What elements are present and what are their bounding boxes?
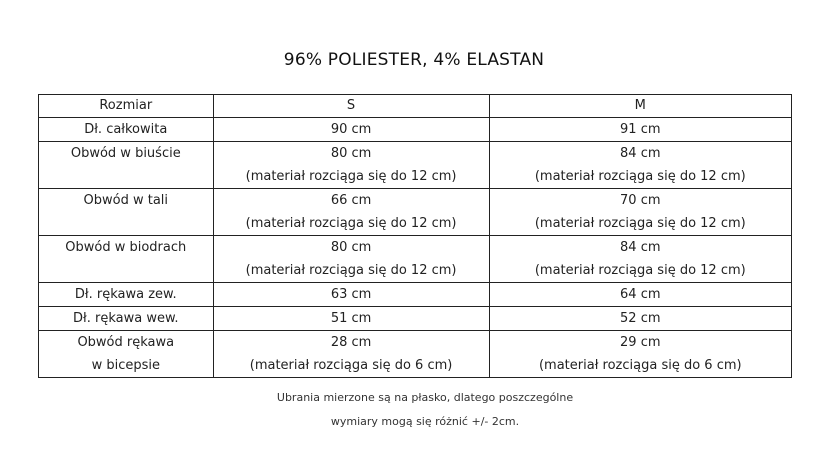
cell-s: 63 cm [213,283,489,307]
cell-m: 91 cm [489,118,791,142]
table-row [39,118,792,142]
size-table [38,94,792,378]
cell-m: 52 cm [489,307,791,331]
cell-m: 84 cm (materiał rozciąga się do 12 cm) [489,236,791,283]
cell-s: 90 cm [213,118,489,142]
cell-s: 28 cm (materiał rozciąga się do 6 cm) [213,331,489,378]
table-row [39,307,792,331]
row-label: Dł. rękawa wew. [39,307,214,331]
row-label: Dł. całkowita [39,118,214,142]
table-row [39,142,792,189]
cell-m: 64 cm [489,283,791,307]
row-label: Obwód w tali [39,189,214,236]
row-label: Obwód w biuście [39,142,214,189]
cell-s: 80 cm (materiał rozciąga się do 12 cm) [213,142,489,189]
table-row [39,189,792,236]
page-title: 96% POLIESTER, 4% ELASTAN [283,50,545,70]
header-m: M [489,95,791,118]
header-s: S [213,95,489,118]
header-size: Rozmiar [39,95,214,118]
cell-s: 51 cm [213,307,489,331]
cell-s: 66 cm (materiał rozciąga się do 12 cm) [213,189,489,236]
cell-m: 70 cm (materiał rozciąga się do 12 cm) [489,189,791,236]
cell-s: 80 cm (materiał rozciąga się do 12 cm) [213,236,489,283]
cell-m: 29 cm (materiał rozciąga się do 6 cm) [489,331,791,378]
table-row [39,236,792,283]
row-label: Dł. rękawa zew. [39,283,214,307]
row-label: Obwód w biodrach [39,236,214,283]
table-row [39,283,792,307]
row-label: Obwód rękawa w bicepsie [39,331,214,378]
measurement-note-line-2: wymiary mogą się różnić +/- 2cm. [330,415,520,428]
measurement-note-line-1: Ubrania mierzone są na płasko, dlatego poszczególne [276,391,574,404]
table-row [39,331,792,378]
table-header-row [39,95,792,118]
cell-m: 84 cm (materiał rozciąga się do 12 cm) [489,142,791,189]
